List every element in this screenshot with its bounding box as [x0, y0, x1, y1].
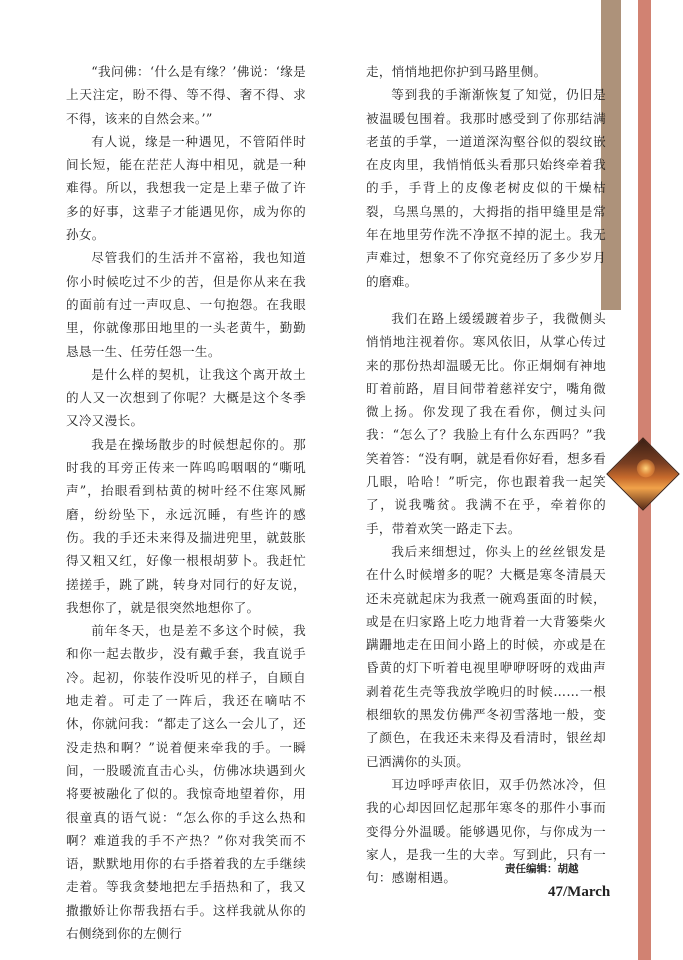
paragraph: 是什么样的契机，让我这个离开故土的人又一次想到了你呢？大概是这个冬季又冷又漫长。: [66, 366, 306, 429]
paragraph: 等到我的手渐渐恢复了知觉，仍旧是被温暖包围着。我那时感受到了你那结满老茧的手掌，一道道深沟壑谷似的裂纹嵌在皮肉里，我悄悄低头看那只始终牵着我的手，手背上的皮像老树皮似的干燥枯裂，乌黑乌黑的，大拇指的指甲缝里是常年在地里劳作洗不净抠不掉的泥土。我无声难过，想象不了你究竟经历了多少岁月的磨难。: [366, 87, 606, 289]
right-text-column: [366, 60, 606, 889]
paragraph: 走，悄悄地把你护到马路里侧。: [366, 64, 547, 79]
paragraph: 尽管我们的生活并不富裕，我也知道你小时候吃过不少的苦，但是你从来在我的面前有过一声叹息、一句抱怨。在我眼里，你就像那田地里的一头老黄牛，勤勤恳恳一生、任劳任怨一生。: [66, 250, 306, 359]
paragraph: 我是在操场散步的时候想起你的。那时我的耳旁正传来一阵呜呜咽咽的“嘶吼声”，抬眼看到枯黄的树叶经不住寒风厮磨，纷纷坠下，永远沉睡，有些许的感伤。我的手还未来得及揣进兜里，就鼓胀得又粗又红，好像一根根胡萝卜。我赶忙搓搓手，跳了跳，转身对同行的好友说，我想你了，就是很突然地想你了。: [66, 436, 306, 615]
sunset-photo-diamond: [606, 437, 680, 511]
left-text-column: [66, 60, 306, 945]
paragraph: “我问佛：‘什么是有缘？’佛说：‘缘是上天注定，盼不得、等不得、奢不得、求不得，该来的自然会来。’”: [66, 64, 306, 126]
paragraph: 我们在路上缓缓踱着步子，我微侧头悄悄地注视着你。寒风依旧，从掌心传过来的那份热却温暖无比。你正炯炯有神地盯着前路，眉目间带着慈祥安宁，嘴角微微上扬。你发现了我在看你，侧过头问我：“怎么了？我脸上有什么东西吗？”我笑着答：“没有啊，就是看你好看，想多看几眼，哈哈！”听完，你也跟着我一起笑了，说我嘴贫。我满不在乎，牵着你的手，带着欢笑一路走下去。: [366, 310, 606, 536]
paragraph: 我后来细想过，你头上的丝丝银发是在什么时候增多的呢？大概是寒冬清晨天还未亮就起床为我煮一碗鸡蛋面的时候，或是在归家路上吃力地背着一大背篓柴火蹒跚地走在田间小路上的时候，亦或是在昏黄的灯下听着电视里咿咿呀呀的戏曲声剥着花生壳等我放学晚归的时候……一根根细软的黑发仿佛严冬初雪落地一般，变了颜色，在我还未来得及看清时，银丝却已洒满你的头顶。: [366, 543, 606, 769]
page-number: 47/March: [548, 884, 611, 900]
responsible-editor: 责任编辑：胡越: [505, 863, 579, 875]
paragraph: 耳边呼呼声依旧，双手仍然冰冷，但我的心却因回忆起那年寒冬的那件小事而变得分外温暖。能够遇见你，与你成为一家人，是我一生的大幸。写到此，只有一句：感谢相遇。: [366, 776, 606, 886]
paragraph: 有人说，缘是一种遇见，不管陌伴时间长短，能在茫茫人海中相见，就是一种难得。所以，我想我一定是上辈子做了许多的好事，这辈子才能遇见你，成为你的孙女。: [66, 133, 306, 243]
sun-glow: [633, 456, 658, 481]
paragraph: 前年冬天，也是差不多这个时候，我和你一起去散步，没有戴手套，我直说手冷。起初，你装作没听见的样子，自顾自地走着。可走了一阵后，我还在嘀咕不休，你就问我：“都走了这么一会儿了，还没走热和啊？”说着便来牵我的手。一瞬间，一股暖流直击心头，仿佛冰块遇到火将要被融化了似的。我惊奇地望着你，用很童真的语气说：“怎么你的手这么热和啊？难道我的手不产热？”你对我笑而不语，默默地用你的右手搭着我的左手继续走着。等我贪婪地把左手捂热和了，我又撒撒娇让你帮我捂右手。这样我就从你的右侧绕到你的左侧行: [66, 623, 306, 941]
